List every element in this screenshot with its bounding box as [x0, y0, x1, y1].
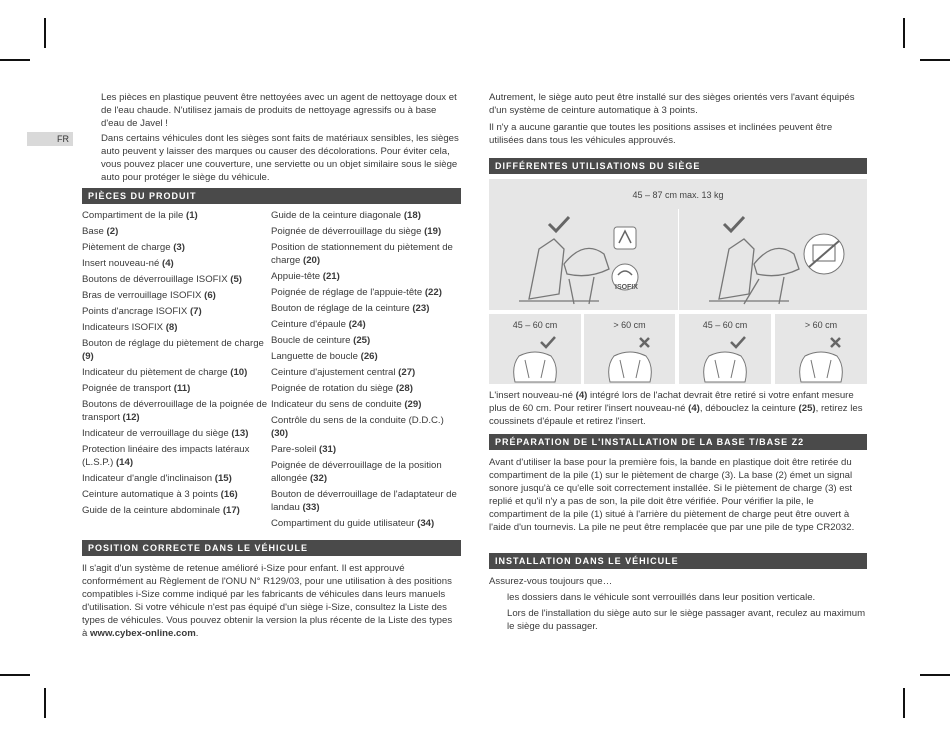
part-name: Piètement de charge: [82, 242, 171, 253]
part-list-item: [82, 382, 270, 395]
crop-mark: [44, 688, 46, 718]
part-list-item: [271, 382, 461, 395]
insert-text: L'insert nouveau-né: [489, 390, 576, 401]
part-name: Indicateur du sens de conduite: [271, 399, 402, 410]
part-list-item: [82, 225, 270, 238]
crop-mark: [0, 59, 30, 61]
isofix-label: ISOFIX: [615, 284, 638, 291]
part-name: Position de stationnement du piètement de charge: [271, 242, 453, 266]
part-number: (26): [360, 351, 378, 362]
part-name: Ceinture d'épaule: [271, 319, 346, 330]
part-list-item: [271, 414, 461, 440]
part-number: (3): [173, 242, 185, 253]
part-name: Bouton de réglage de la ceinture: [271, 303, 410, 314]
size-cell-2: [584, 314, 675, 384]
part-number: (28): [395, 383, 413, 394]
part-list-item: [271, 366, 461, 379]
part-list-item: [82, 366, 270, 379]
size-label: > 60 cm: [613, 320, 646, 330]
auto-paragraph-1: Autrement, le siège auto peut être installé sur des sièges orientés vers l'avant équipés d'un système de ceinture automatique à 3 points.: [489, 92, 855, 116]
part-number: (11): [173, 383, 191, 394]
part-number: (14): [115, 457, 134, 468]
part-name: Indicateur de verrouillage du siège: [82, 428, 229, 439]
part-list-item: [271, 302, 461, 315]
insert-text: intégré lors de l'achat devrait être retiré si votre enfant mesure plus de 60 cm. Pour retirer l'insert nouveau-né: [489, 390, 854, 414]
part-name: Bras de verrouillage ISOFIX: [82, 290, 202, 301]
part-name: Ceinture d'ajustement central: [271, 367, 396, 378]
part-list-item: [82, 472, 270, 485]
crop-mark: [903, 688, 905, 718]
size-label: > 60 cm: [804, 320, 838, 330]
part-name: Poignée de transport: [82, 383, 172, 394]
figure-top-label: 45 – 87 cm max. 13 kg: [632, 190, 724, 200]
website-link[interactable]: www.cybex-online.com: [90, 628, 196, 639]
check-icon: [724, 217, 744, 231]
install-intro: Assurez-vous toujours que…: [489, 576, 613, 587]
part-list-item: [271, 350, 461, 363]
part-number: (12): [122, 412, 140, 423]
part-number: (29): [404, 399, 422, 410]
part-name: Points d'ancrage ISOFIX: [82, 306, 188, 317]
part-number: (24): [348, 319, 366, 330]
part-number: (4): [688, 403, 700, 414]
part-number: (1): [186, 210, 198, 221]
part-number: (25): [353, 335, 371, 346]
crop-mark: [920, 674, 950, 676]
part-number: (23): [412, 303, 430, 314]
part-list-item: [82, 504, 270, 517]
part-list-item: [82, 337, 270, 363]
size-cell-4: [775, 314, 867, 384]
crop-mark: [0, 674, 30, 676]
position-paragraph: [82, 562, 454, 640]
part-number: (25): [798, 403, 816, 414]
part-number: (16): [220, 489, 238, 500]
install-item-1: les dossiers dans le véhicule sont verrouillés dans leur position verticale.: [507, 592, 816, 603]
insert-text: , retirez les coussinets d'épaule et retirez l'insert.: [489, 403, 863, 427]
install-item-2: Lors de l'installation du siège auto sur le siège passager avant, reculez au maximum le siège du passager.: [507, 608, 866, 632]
part-name: Boutons de déverrouillage ISOFIX: [82, 274, 228, 285]
part-number: (21): [322, 271, 340, 282]
parts-list-col2: [271, 209, 461, 533]
part-number: (13): [231, 428, 249, 439]
part-list-item: [271, 398, 461, 411]
part-number: (17): [222, 505, 240, 516]
part-number: (10): [230, 367, 248, 378]
parts-header: PIÈCES DU PRODUIT: [82, 188, 461, 204]
crop-mark: [903, 18, 905, 48]
part-number: (4): [575, 390, 588, 401]
position-header: POSITION CORRECTE DANS LE VÉHICULE: [82, 540, 461, 556]
language-tab: FR: [27, 132, 73, 146]
part-list-item: [82, 321, 270, 334]
part-list-item: [271, 318, 461, 331]
part-name: Indicateurs ISOFIX: [82, 322, 164, 333]
part-list-item: [82, 427, 270, 440]
part-name: Poignée de déverrouillage du siège: [271, 226, 422, 237]
part-number: (31): [319, 444, 337, 455]
part-number: (33): [302, 502, 320, 513]
auto-paragraph-2: Il n'y a aucune garantie que toutes les positions assises et inclinées peuvent être utilisées dans tous les véhicules approuvés.: [489, 122, 833, 146]
part-list-item: [271, 270, 461, 283]
part-list-item: [271, 334, 461, 347]
position-text: Il s'agit d'un système de retenue amélioré i-Size pour enfant. Il est approuvé conformément au Règlement de l'ONU N° R129/03, pour une utilisation à des positions compatibles i-Size comme indiqué par les fabricants de véhicules dans leurs manuels d'utilisation. Si votre véhicule n'est pas équipé d'un siège i-Size, consultez la Liste des types de véhicules. Vous pouvez obtenir la version la plus récente de la Liste des types à: [82, 563, 453, 639]
parts-list-col1: [82, 209, 270, 520]
part-name: Compartiment de la pile: [82, 210, 184, 221]
check-icon: [549, 217, 569, 231]
part-name: Indicateur du piètement de charge: [82, 367, 228, 378]
seat-isofix-illustration: [509, 209, 669, 309]
prep-header: PRÉPARATION DE L'INSTALLATION DE LA BASE T/BASE Z2: [489, 434, 867, 450]
part-name: Guide de la ceinture diagonale: [271, 210, 402, 221]
install-header: INSTALLATION DANS LE VÉHICULE: [489, 553, 867, 569]
part-name: Languette de boucle: [271, 351, 358, 362]
check-icon: [731, 337, 745, 347]
part-list-item: [271, 209, 461, 222]
part-number: (7): [189, 306, 202, 317]
crop-mark: [44, 18, 46, 48]
part-name: Contrôle du sens de la conduite (D.D.C.): [271, 415, 444, 426]
part-name: Bouton de déverrouillage de l'adaptateur de landau: [271, 489, 457, 513]
part-list-item: [82, 289, 270, 302]
insert-paragraph: [489, 389, 867, 428]
intro-paragraph-2: Dans certains véhicules dont les sièges sont faits de matériaux sensibles, les sièges auto peuvent y laisser des marques ou causer des décolorations. Pour éviter cela, vous pouvez placer une couverture, une serviette ou un objet similaire sous le siège auto pour protéger le siège du véhicule.: [101, 133, 459, 183]
position-end: .: [195, 628, 199, 639]
cross-icon: [640, 338, 649, 347]
part-number: (20): [303, 255, 321, 266]
part-name: Ceinture automatique à 3 points: [82, 489, 218, 500]
crop-mark: [920, 59, 950, 61]
part-name: Appuie-tête: [271, 271, 321, 282]
size-label: 45 – 60 cm: [702, 320, 748, 330]
part-name: Pare-soleil: [271, 444, 317, 455]
part-name: Base: [82, 226, 104, 237]
part-list-item: [271, 443, 461, 456]
insert-text: , débouclez la ceinture: [699, 403, 799, 414]
part-list-item: [271, 488, 461, 514]
size-cell-3: [679, 314, 771, 384]
part-list-item: [271, 459, 461, 485]
cross-icon: [831, 338, 840, 347]
part-list-item: [271, 241, 461, 267]
part-list-item: [271, 517, 461, 530]
part-list-item: [82, 443, 270, 469]
part-number: (19): [424, 226, 442, 237]
part-name: Bouton de réglage du piètement de charge: [82, 338, 264, 349]
part-list-item: [82, 273, 270, 286]
part-name: Protection linéaire des impacts latéraux (L.S.P.): [82, 444, 250, 468]
part-name: Indicateur d'angle d'inclinaison: [82, 473, 213, 484]
check-icon: [541, 337, 555, 347]
size-cell-1: [489, 314, 581, 384]
part-list-item: [82, 241, 270, 254]
part-list-item: [271, 286, 461, 299]
part-list-item: [271, 225, 461, 238]
part-list-item: [82, 305, 270, 318]
part-number: (15): [214, 473, 232, 484]
intro-paragraph-1: Les pièces en plastique peuvent être nettoyées avec un agent de nettoyage doux et de l'eau chaude. N'utilisez jamais de produits de nettoyage agressifs ou à base d'eau de Javel !: [101, 92, 457, 129]
part-name: Guide de la ceinture abdominale: [82, 505, 221, 516]
part-name: Poignée de réglage de l'appuie-tête: [271, 287, 423, 298]
part-number: (9): [82, 351, 94, 362]
part-list-item: [82, 488, 270, 501]
part-number: (30): [271, 428, 289, 439]
part-list-item: [82, 398, 270, 424]
part-name: Compartiment du guide utilisateur: [271, 518, 415, 529]
part-name: Poignée de rotation du siège: [271, 383, 394, 394]
part-number: (6): [204, 290, 216, 301]
part-name: Poignée de déverrouillage de la position allongée: [271, 460, 442, 484]
part-number: (5): [230, 274, 242, 285]
seat-front-airbag-illustration: [699, 209, 859, 309]
part-name: Insert nouveau-né: [82, 258, 160, 269]
part-number: (22): [424, 287, 442, 298]
seat-usage-figure: [489, 179, 867, 310]
part-name: Boucle de ceinture: [271, 335, 351, 346]
part-list-item: [82, 257, 270, 270]
part-number: (34): [417, 518, 435, 529]
size-label: 45 – 60 cm: [512, 320, 558, 330]
part-number: (27): [398, 367, 416, 378]
uses-header: DIFFÉRENTES UTILISATIONS DU SIÈGE: [489, 158, 867, 174]
part-number: (2): [106, 226, 119, 237]
part-name: Boutons de déverrouillage de la poignée de transport: [82, 399, 268, 423]
part-number: (4): [162, 258, 174, 269]
part-number: (32): [309, 473, 328, 484]
part-number: (18): [403, 210, 421, 221]
part-number: (8): [165, 322, 178, 333]
prep-paragraph: Avant d'utiliser la base pour la première fois, la bande en plastique doit être retirée du compartiment de la pile (1) sur le piètement de charge (3). La base (2) émet un signal sonore jusqu'à ce qu'elle soit correctement installée. Si le piètement de charge (3) est replié et qu'il n'y a pas de son, la pile doit être vérifiée. Pour vérifier la pile, le compartiment de la pile (1) situé à l'arrière du piètement de charge peut être ouvert à l'aide d'un tournevis. La pile ne peut être remplacée que par une pile de type CR2032.: [489, 457, 855, 533]
part-list-item: [82, 209, 270, 222]
